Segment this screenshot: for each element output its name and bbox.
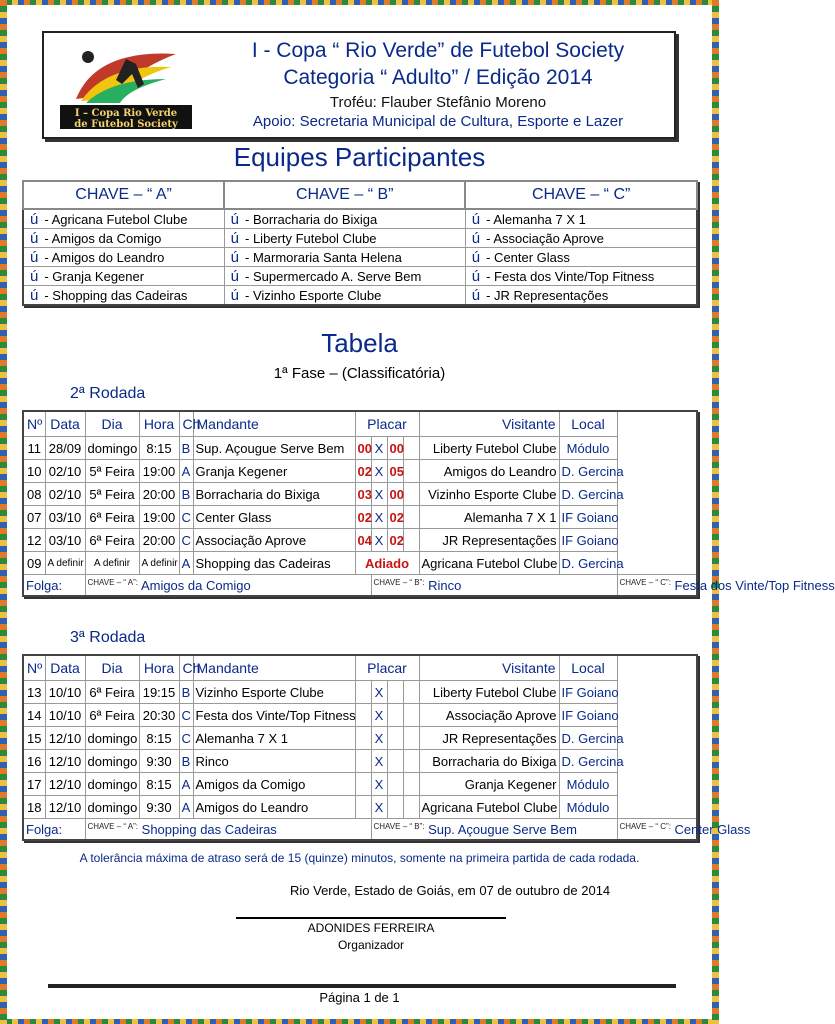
away-team: Granja Kegener — [419, 773, 559, 796]
score-spacer — [403, 460, 419, 483]
col-group: Ch — [179, 655, 193, 681]
home-score: 00 — [355, 437, 371, 460]
game-status: Adiado — [355, 552, 419, 575]
away-team: Associação Aprove — [419, 704, 559, 727]
team-cell — [224, 286, 465, 306]
signature-name: ADONIDES FERREIRA — [307, 921, 435, 935]
game-row — [23, 704, 697, 727]
bullet-icon: ú — [471, 267, 481, 285]
game-venue: D. Gercina — [559, 750, 617, 773]
schedule-section-title: Tabela — [321, 328, 398, 358]
folga-group-label: CHAVE – “ A”: — [87, 577, 139, 587]
game-time: 8:15 — [139, 773, 179, 796]
bullet-icon: ú — [230, 229, 240, 247]
game-number: 18 — [23, 796, 45, 819]
game-date: 12/10 — [45, 727, 85, 750]
home-score — [355, 704, 371, 727]
team-cell — [465, 248, 697, 267]
home-team: Amigos do Leandro — [193, 796, 355, 819]
folga-team: Festa dos Vinte/Top Fitness — [674, 577, 835, 593]
tournament-title: I - Copa “ Rio Verde” de Futebol Society — [251, 39, 625, 62]
game-row — [23, 529, 697, 552]
team-name: - Shopping das Cadeiras — [44, 287, 188, 303]
away-score — [387, 681, 403, 704]
game-date: 03/10 — [45, 506, 85, 529]
home-team: Alemanha 7 X 1 — [193, 727, 355, 750]
bullet-icon: ú — [471, 210, 481, 228]
game-row — [23, 727, 697, 750]
game-date: 02/10 — [45, 460, 85, 483]
away-score: 02 — [387, 529, 403, 552]
game-time: 20:30 — [139, 704, 179, 727]
score-spacer — [403, 796, 419, 819]
page-current: 1 — [363, 990, 371, 1005]
game-day: A definir — [85, 552, 139, 575]
svg-text:I – Copa Rio Verde: I – Copa Rio Verde — [74, 108, 178, 119]
table-header-row — [23, 655, 697, 681]
game-number: 10 — [23, 460, 45, 483]
away-team: Liberty Futebol Clube — [419, 437, 559, 460]
versus-x: X — [371, 727, 387, 750]
away-score — [387, 704, 403, 727]
round-title-2: 2ª Rodada — [70, 385, 146, 402]
home-team: Center Glass — [193, 506, 355, 529]
team-cell — [224, 267, 465, 286]
team-name: - Amigos da Comigo — [44, 230, 162, 246]
game-day: 6ª Feira — [85, 681, 139, 704]
bullet-icon: ú — [230, 248, 240, 266]
folga-group-label: CHAVE – “ B”: — [373, 821, 425, 831]
game-venue: IF Goiano — [559, 704, 617, 727]
score-spacer — [403, 750, 419, 773]
versus-x: X — [371, 506, 387, 529]
team-name: - JR Representações — [486, 287, 609, 303]
folga-cell — [85, 819, 371, 841]
away-team: Borracharia do Bixiga — [419, 750, 559, 773]
home-score — [355, 681, 371, 704]
away-score — [387, 773, 403, 796]
away-score — [387, 750, 403, 773]
away-score: 00 — [387, 483, 403, 506]
game-number: 14 — [23, 704, 45, 727]
team-cell — [23, 229, 224, 248]
folga-group-label: CHAVE – “ C”: — [619, 821, 671, 831]
game-group: C — [179, 529, 193, 552]
game-number: 07 — [23, 506, 45, 529]
category-edition: Categoria “ Adulto” / Edição 2014 — [283, 66, 593, 89]
score-spacer — [403, 437, 419, 460]
game-row — [23, 796, 697, 819]
game-group: B — [179, 437, 193, 460]
away-team: Agricana Futebol Clube — [419, 796, 559, 819]
team-cell — [23, 286, 224, 306]
teams-row — [23, 209, 697, 229]
game-venue: IF Goiano — [559, 529, 617, 552]
folga-cell — [85, 575, 371, 597]
col-venue: Local — [559, 411, 617, 437]
game-day: domingo — [85, 796, 139, 819]
score-spacer — [403, 529, 419, 552]
game-group: A — [179, 796, 193, 819]
game-time: 19:00 — [139, 506, 179, 529]
versus-x: X — [371, 460, 387, 483]
home-score — [355, 750, 371, 773]
game-date: 02/10 — [45, 483, 85, 506]
round-2-table — [22, 410, 835, 597]
away-score — [387, 796, 403, 819]
team-name: - Supermercado A. Serve Bem — [245, 268, 422, 284]
round-3-table — [22, 654, 751, 841]
team-cell — [465, 286, 697, 306]
game-venue: Módulo — [559, 437, 617, 460]
team-cell — [224, 209, 465, 229]
game-venue: D. Gercina — [559, 460, 617, 483]
folga-team: Sup. Açougue Serve Bem — [428, 821, 577, 837]
game-number: 15 — [23, 727, 45, 750]
bullet-icon: ú — [471, 286, 481, 304]
support-line: Apoio: Secretaria Municipal de Cultura, Esporte e Lazer — [252, 113, 624, 130]
page-total: 1 — [392, 990, 400, 1005]
folga-team: Shopping das Cadeiras — [141, 821, 277, 837]
game-group: C — [179, 704, 193, 727]
col-away: Visitante — [419, 411, 559, 437]
home-score — [355, 727, 371, 750]
away-team: Amigos do Leandro — [419, 460, 559, 483]
folga-cell — [371, 575, 617, 597]
away-team: JR Representações — [419, 727, 559, 750]
teams-row — [23, 267, 697, 286]
teams-table — [22, 180, 698, 306]
game-group: A — [179, 460, 193, 483]
home-score: 02 — [355, 460, 371, 483]
home-team: Borracharia do Bixiga — [193, 483, 355, 506]
away-score — [387, 727, 403, 750]
game-time: 8:15 — [139, 437, 179, 460]
home-team: Associação Aprove — [193, 529, 355, 552]
game-group: B — [179, 750, 193, 773]
game-time: 9:30 — [139, 750, 179, 773]
game-day: 5ª Feira — [85, 483, 139, 506]
col-num: Nº — [23, 655, 45, 681]
versus-x: X — [371, 750, 387, 773]
game-date: 28/09 — [45, 437, 85, 460]
game-day: 6ª Feira — [85, 529, 139, 552]
game-time: 19:00 — [139, 460, 179, 483]
team-name: - Alemanha 7 X 1 — [486, 211, 586, 227]
score-spacer — [403, 727, 419, 750]
team-name: - Liberty Futebol Clube — [245, 230, 377, 246]
game-venue: D. Gercina — [559, 483, 617, 506]
folga-cell — [617, 575, 835, 597]
team-name: - Agricana Futebol Clube — [44, 211, 188, 227]
page-of: de — [374, 990, 389, 1005]
game-time: 19:15 — [139, 681, 179, 704]
signature-role: Organizador — [337, 938, 405, 952]
score-spacer — [403, 483, 419, 506]
versus-x: X — [371, 796, 387, 819]
score-spacer — [403, 773, 419, 796]
teams-row — [23, 248, 697, 267]
bullet-icon: ú — [230, 267, 240, 285]
team-name: - Center Glass — [486, 249, 570, 265]
versus-x: X — [371, 483, 387, 506]
versus-x: X — [371, 773, 387, 796]
tolerance-note: A tolerância máxima de atraso será de 15 (quinze) minutos, somente na primeira partida de cada rodada. — [79, 851, 640, 865]
col-away: Visitante — [419, 655, 559, 681]
away-team: Liberty Futebol Clube — [419, 681, 559, 704]
home-score: 02 — [355, 506, 371, 529]
folga-team: Center Glass — [674, 821, 751, 837]
game-group: B — [179, 681, 193, 704]
game-venue: IF Goiano — [559, 506, 617, 529]
game-venue: D. Gercina — [559, 552, 617, 575]
table-header-row — [23, 411, 697, 437]
teams-row — [23, 286, 697, 306]
away-team: JR Representações — [419, 529, 559, 552]
game-day: domingo — [85, 727, 139, 750]
home-team: Shopping das Cadeiras — [193, 552, 355, 575]
game-number: 11 — [23, 437, 45, 460]
game-time: 20:00 — [139, 483, 179, 506]
folga-label: Folga: — [23, 575, 85, 597]
footer-divider — [48, 984, 676, 988]
round-title-3: 3ª Rodada — [70, 629, 146, 646]
bullet-icon: ú — [230, 210, 240, 228]
game-day: 6ª Feira — [85, 506, 139, 529]
versus-x: X — [371, 437, 387, 460]
team-name: - Associação Aprove — [486, 230, 604, 246]
teams-row — [23, 229, 697, 248]
game-day: 6ª Feira — [85, 704, 139, 727]
game-date: A definir — [45, 552, 85, 575]
game-date: 10/10 — [45, 681, 85, 704]
phase-label: 1ª Fase – (Classificatória) — [273, 365, 446, 382]
game-row — [23, 773, 697, 796]
bullet-icon: ú — [30, 248, 39, 266]
away-score: 02 — [387, 506, 403, 529]
game-time: A definir — [139, 552, 179, 575]
folga-row — [23, 819, 697, 841]
bullet-icon: ú — [471, 248, 481, 266]
team-cell — [465, 229, 697, 248]
versus-x: X — [371, 704, 387, 727]
col-group: Ch — [179, 411, 193, 437]
game-number: 16 — [23, 750, 45, 773]
home-team: Granja Kegener — [193, 460, 355, 483]
game-number: 09 — [23, 552, 45, 575]
game-day: domingo — [85, 750, 139, 773]
game-time: 9:30 — [139, 796, 179, 819]
game-venue: Módulo — [559, 796, 617, 819]
versus-x: X — [371, 681, 387, 704]
folga-row — [23, 575, 697, 597]
place-date: Rio Verde, Estado de Goiás, em 07 de outubro de 2014 — [290, 883, 611, 898]
col-home: Mandante — [193, 655, 355, 681]
header-box — [42, 31, 676, 139]
folga-cell — [371, 819, 617, 841]
col-day: Dia — [85, 655, 139, 681]
col-day: Dia — [85, 411, 139, 437]
game-number: 17 — [23, 773, 45, 796]
game-row — [23, 506, 697, 529]
signature-line — [236, 917, 506, 919]
game-time: 20:00 — [139, 529, 179, 552]
team-name: - Granja Kegener — [44, 268, 145, 284]
folga-team: Amigos da Comigo — [140, 577, 251, 593]
score-spacer — [403, 506, 419, 529]
game-row — [23, 681, 697, 704]
col-date: Data — [45, 411, 85, 437]
trophy-name: Troféu: Flauber Stefânio Moreno — [329, 94, 547, 111]
home-team: Sup. Açougue Serve Bem — [193, 437, 355, 460]
game-date: 03/10 — [45, 529, 85, 552]
game-date: 10/10 — [45, 704, 85, 727]
team-cell — [23, 267, 224, 286]
home-team: Festa dos Vinte/Top Fitness — [193, 704, 355, 727]
group-header-2: CHAVE – “ C” — [465, 181, 697, 209]
team-cell — [465, 267, 697, 286]
col-venue: Local — [559, 655, 617, 681]
game-day: domingo — [85, 437, 139, 460]
away-team: Alemanha 7 X 1 — [419, 506, 559, 529]
team-cell — [224, 229, 465, 248]
team-cell — [224, 248, 465, 267]
game-row — [23, 483, 697, 506]
home-team: Rinco — [193, 750, 355, 773]
col-time: Hora — [139, 655, 179, 681]
col-home: Mandante — [193, 411, 355, 437]
game-row — [23, 437, 697, 460]
away-team: Vizinho Esporte Clube — [419, 483, 559, 506]
group-header-1: CHAVE – “ B” — [224, 181, 465, 209]
bullet-icon: ú — [30, 286, 39, 304]
game-group: A — [179, 773, 193, 796]
team-cell — [23, 209, 224, 229]
game-group: B — [179, 483, 193, 506]
bullet-icon: ú — [471, 229, 481, 247]
home-score: 03 — [355, 483, 371, 506]
game-group: C — [179, 727, 193, 750]
col-score: Placar — [355, 655, 419, 681]
game-group: C — [179, 506, 193, 529]
group-header-0: CHAVE – “ A” — [23, 181, 224, 209]
away-team: Agricana Futebol Clube — [419, 552, 559, 575]
bullet-icon: ú — [30, 229, 39, 247]
score-spacer — [403, 704, 419, 727]
home-score — [355, 773, 371, 796]
team-name: - Festa dos Vinte/Top Fitness — [486, 268, 655, 284]
score-spacer — [403, 681, 419, 704]
bullet-icon: ú — [30, 267, 39, 285]
col-date: Data — [45, 655, 85, 681]
game-row — [23, 552, 697, 575]
game-venue: IF Goiano — [559, 681, 617, 704]
team-name: - Marmoraria Santa Helena — [245, 249, 402, 265]
bullet-icon: ú — [30, 210, 39, 228]
game-date: 12/10 — [45, 750, 85, 773]
home-score — [355, 796, 371, 819]
decorative-border-bottom — [0, 1019, 719, 1024]
folga-team: Rinco — [428, 577, 462, 593]
page-number — [0, 990, 719, 1005]
folga-group-label: CHAVE – “ A”: — [87, 821, 139, 831]
game-date: 12/10 — [45, 773, 85, 796]
game-day: 5ª Feira — [85, 460, 139, 483]
folga-label: Folga: — [23, 819, 85, 841]
game-venue: Módulo — [559, 773, 617, 796]
col-score: Placar — [355, 411, 419, 437]
bullet-icon: ú — [230, 286, 240, 304]
decorative-border-top — [0, 0, 719, 5]
away-score: 00 — [387, 437, 403, 460]
home-team: Amigos da Comigo — [193, 773, 355, 796]
game-day: domingo — [85, 773, 139, 796]
team-name: - Borracharia do Bixiga — [245, 211, 378, 227]
game-venue: D. Gercina — [559, 727, 617, 750]
team-cell — [23, 248, 224, 267]
folga-cell — [617, 819, 751, 841]
page-label: Página — [319, 990, 360, 1005]
team-cell — [465, 209, 697, 229]
tournament-logo — [56, 39, 196, 131]
teams-section-title: Equipes Participantes — [233, 142, 486, 172]
folga-group-label: CHAVE – “ C”: — [619, 577, 671, 587]
home-team: Vizinho Esporte Clube — [193, 681, 355, 704]
game-date: 12/10 — [45, 796, 85, 819]
game-number: 13 — [23, 681, 45, 704]
game-number: 12 — [23, 529, 45, 552]
home-score: 04 — [355, 529, 371, 552]
col-time: Hora — [139, 411, 179, 437]
col-num: Nº — [23, 411, 45, 437]
away-score: 05 — [387, 460, 403, 483]
game-row — [23, 460, 697, 483]
game-group: A — [179, 552, 193, 575]
game-number: 08 — [23, 483, 45, 506]
versus-x: X — [371, 529, 387, 552]
team-name: - Vizinho Esporte Clube — [245, 287, 382, 303]
team-name: - Amigos do Leandro — [44, 249, 165, 265]
game-time: 8:15 — [139, 727, 179, 750]
game-row — [23, 750, 697, 773]
folga-group-label: CHAVE – “ B”: — [373, 577, 425, 587]
svg-text:de Futebol Society: de Futebol Society — [74, 119, 178, 130]
